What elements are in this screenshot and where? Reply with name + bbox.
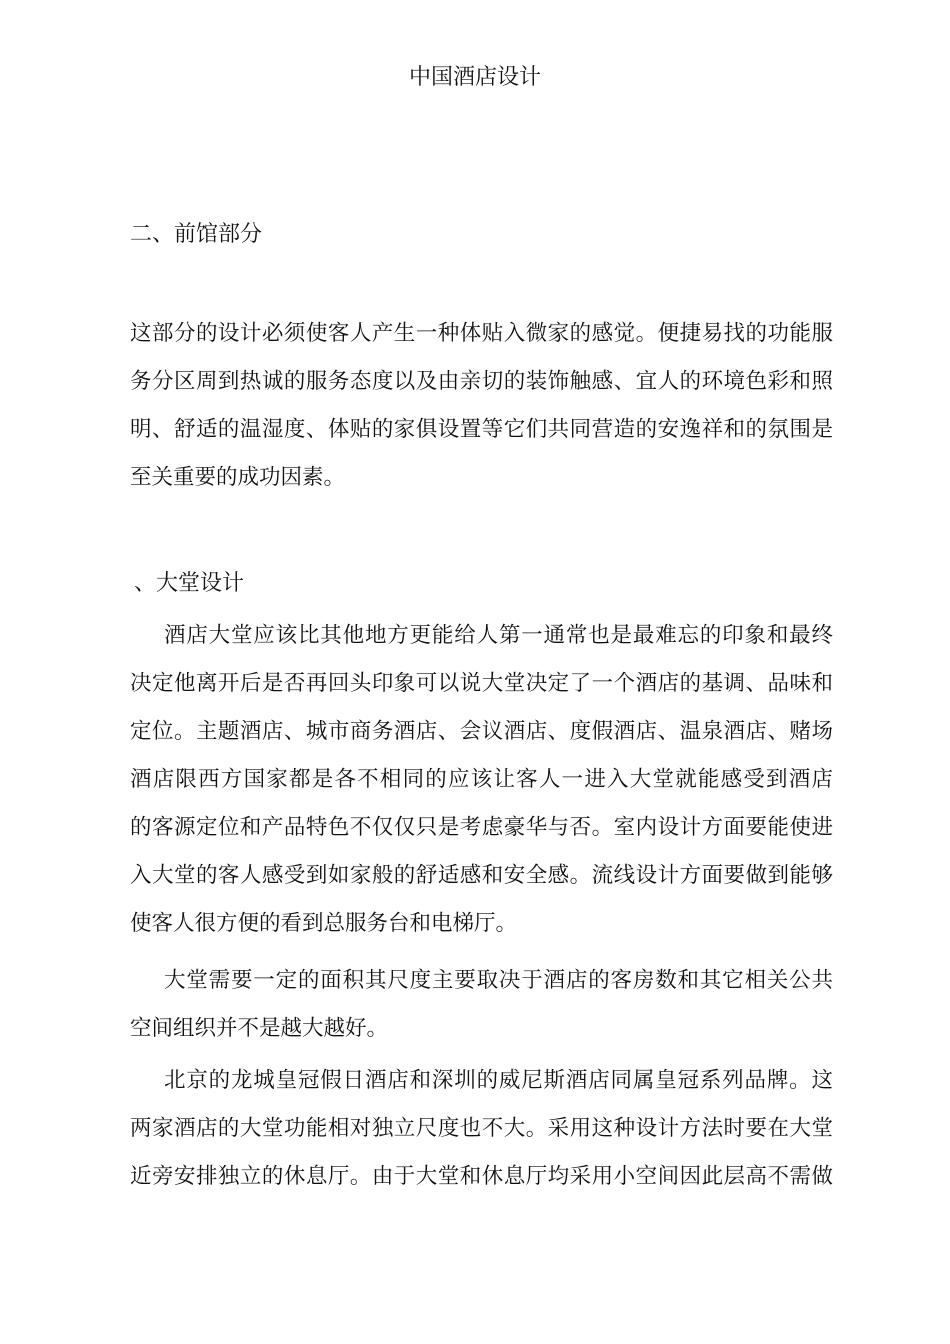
intro-paragraph xyxy=(130,310,833,502)
text-line: 北京的龙城皇冠假日酒店和深圳的威尼斯酒店同属皇冠系列品牌。这 xyxy=(164,1068,833,1093)
text-line: 决定他离开后是否再回头印象可以说大堂决定了一个酒店的基调、品味和 xyxy=(130,671,833,696)
text-line: 酒店限西方国家都是各不相同的应该让客人一进入大堂就能感受到酒店 xyxy=(130,767,833,792)
text-line: 定位。主题酒店、城市商务酒店、会议酒店、度假酒店、温泉酒店、赌场 xyxy=(130,719,833,744)
text-line: 两家酒店的大堂功能相对独立尺度也不大。采用这种设计方法时要在大堂 xyxy=(130,1116,833,1141)
lobby-paragraph-2 xyxy=(130,957,833,1053)
text-line: 近旁安排独立的休息厅。由于大堂和休息厅均采用小空间因此层高不需做 xyxy=(130,1164,833,1189)
lobby-paragraph-1 xyxy=(130,612,833,948)
text-line: 酒店大堂应该比其他地方更能给人第一通常也是最难忘的印象和最终 xyxy=(164,623,833,648)
section-heading: 二、前馆部分 xyxy=(130,222,263,247)
document-title: 中国酒店设计 xyxy=(408,65,541,90)
text-line: 大堂需要一定的面积其尺度主要取决于酒店的客房数和其它相关公共 xyxy=(164,968,833,993)
lobby-paragraph-3 xyxy=(130,1057,833,1201)
text-line: 务分区周到热诚的服务态度以及由亲切的装饰触感、宜人的环境色彩和照 xyxy=(130,369,833,394)
text-line: 至关重要的成功因素。 xyxy=(130,465,346,490)
text-line: 使客人很方便的看到总服务台和电梯厅。 xyxy=(130,911,518,936)
subsection-heading: 、大堂设计 xyxy=(134,571,245,596)
text-line: 这部分的设计必须使客人产生一种体贴入微家的感觉。便捷易找的功能服 xyxy=(130,321,833,346)
text-line: 入大堂的客人感受到如家般的舒适感和安全感。流线设计方面要做到能够 xyxy=(130,863,833,888)
text-line: 明、舒适的温湿度、体贴的家俱设置等它们共同营造的安逸祥和的氛围是 xyxy=(130,417,833,442)
text-line: 的客源定位和产品特色不仅仅只是考虑豪华与否。室内设计方面要能使进 xyxy=(130,815,833,840)
text-line: 空间组织并不是越大越好。 xyxy=(130,1016,389,1041)
